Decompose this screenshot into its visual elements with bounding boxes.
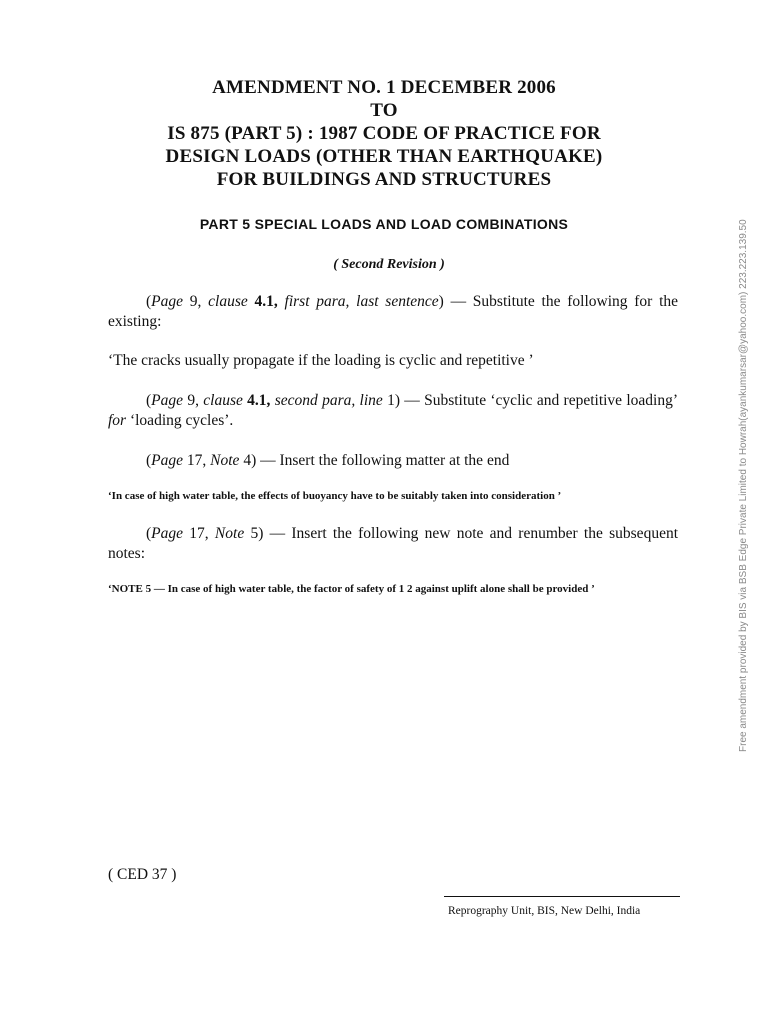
amendment-1-text: ‘The cracks usually propagate if the loading is cyclic and repetitive ’ bbox=[108, 352, 534, 369]
amendment-1 bbox=[108, 292, 678, 332]
amendment-4 bbox=[108, 524, 678, 564]
a2-for: for bbox=[108, 412, 127, 429]
reprography-credit: Reprography Unit, BIS, New Delhi, India bbox=[448, 905, 641, 917]
a1-page-label: Page bbox=[151, 293, 184, 310]
part-heading: PART 5 SPECIAL LOADS AND LOAD COMBINATIONS bbox=[199, 216, 569, 232]
document-title bbox=[0, 76, 768, 191]
title-line-design-loads: DESIGN LOADS (OTHER THAN EARTHQUAKE) bbox=[165, 146, 603, 167]
a2-open: ( bbox=[146, 392, 152, 409]
side-watermark bbox=[738, 212, 750, 752]
a3-page-number: 17, bbox=[183, 452, 211, 469]
footer-rule bbox=[444, 896, 680, 897]
a2-page-label: Page bbox=[151, 392, 184, 409]
a2-page-number: 9, bbox=[183, 392, 204, 409]
a2-location: second para, line bbox=[274, 392, 383, 409]
a1-clause-number: 4.1, bbox=[247, 293, 285, 310]
amendment-4-text: ‘NOTE 5 — In case of high water table, the factor of safety of 1 2 against uplift alone shall be provided ’ bbox=[108, 583, 595, 595]
a3-instruction: 4) — Insert the following matter at the end bbox=[239, 452, 510, 469]
a2-clause-number: 4.1, bbox=[242, 392, 275, 409]
title-line-amendment: AMENDMENT NO. 1 DECEMBER 2006 bbox=[212, 77, 556, 98]
title-line-standard: IS 875 (PART 5) : 1987 CODE OF PRACTICE FOR bbox=[167, 123, 601, 144]
amendment-3 bbox=[108, 451, 678, 471]
amendment-2 bbox=[108, 391, 678, 431]
a1-clause-label: clause bbox=[208, 293, 248, 310]
a3-page-label: Page bbox=[151, 452, 184, 469]
a2-instruction-end: ‘loading cycles’. bbox=[126, 412, 234, 429]
a4-page-number: 17, bbox=[183, 525, 215, 542]
a1-location: first para, last sentence bbox=[284, 293, 439, 310]
a4-page-label: Page bbox=[151, 525, 184, 542]
a4-note-label: Note bbox=[214, 525, 245, 542]
a4-instruction: 5) — Insert the following new note and renumber the subsequent notes: bbox=[108, 525, 678, 562]
title-line-to: TO bbox=[370, 100, 398, 121]
committee-reference: ( CED 37 ) bbox=[108, 866, 177, 883]
amendment-3-text: ‘In case of high water table, the effects of buoyancy have to be suitably taken into consideration ’ bbox=[108, 490, 562, 502]
title-line-buildings: FOR BUILDINGS AND STRUCTURES bbox=[216, 169, 552, 190]
a2-instruction: 1) — Substitute ‘cyclic and repetitive loading’ bbox=[382, 392, 679, 409]
a4-open: ( bbox=[146, 525, 152, 542]
a1-page-number: 9, bbox=[183, 293, 209, 310]
a3-note-label: Note bbox=[210, 452, 240, 469]
a3-open: ( bbox=[146, 452, 152, 469]
a1-open: ( bbox=[146, 293, 152, 310]
revision-label: ( Second Revision ) bbox=[333, 257, 445, 272]
side-watermark-text: Free amendment provided by BIS via BSB Edge Private Limited to Howrah(ayankumarsar@yahoo.com) 223.223.139.50 bbox=[738, 219, 749, 752]
a1-instruction: ) — Substitute the following for the existing: bbox=[108, 293, 679, 330]
a2-clause-label: clause bbox=[203, 392, 243, 409]
